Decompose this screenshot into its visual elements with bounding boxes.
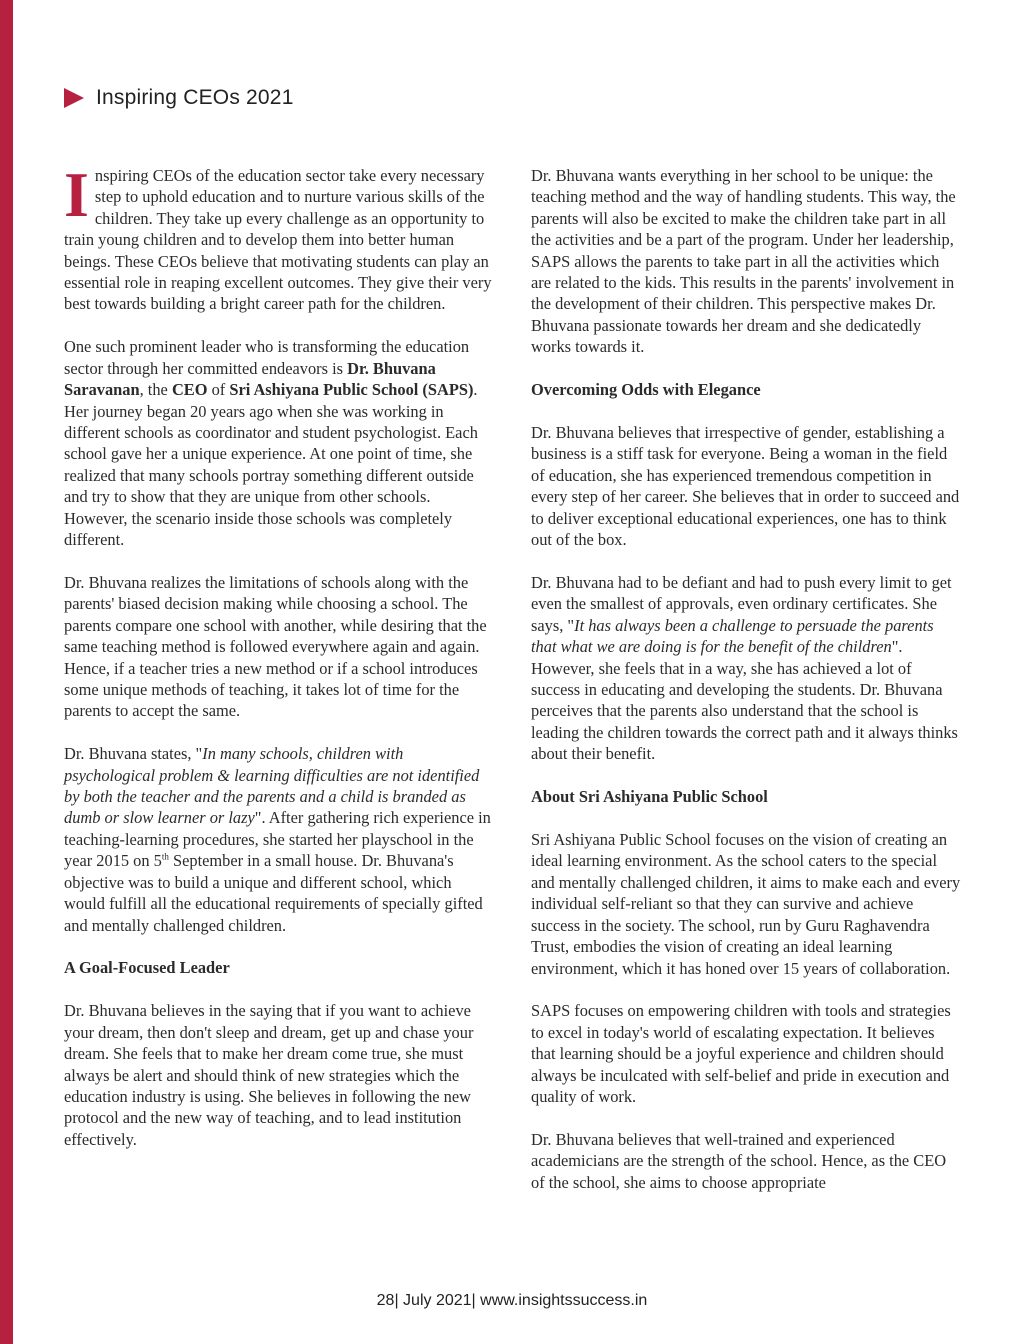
paragraph-leader — [64, 336, 494, 550]
paragraph-vision: Sri Ashiyana Public School focuses on the vision of creating an ideal learning environment. As the school caters to the special and mentally challenged children, it aims to make each and every individual self-reliant so that they can survive and achieve success in the society. The school, run by Guru Raghavendra Trust, embodies the vision of creating an ideal learning environment, which it has honed over 15 years of collaboration. — [531, 830, 961, 978]
paragraph-quote — [64, 743, 494, 936]
drop-cap: I — [64, 159, 89, 230]
paragraph-academicians: Dr. Bhuvana believes that well-trained and experienced academicians are the strength of the school. Hence, as the CEO of the school, she aims to choose appropriate — [531, 1129, 947, 1192]
paragraph-dream: Dr. Bhuvana believes in the saying that if you want to achieve your dream, then don't sleep and dream, get up and chase your dream. She feels that to make her dream come true, she must always be alert and should think of new strategies which the education industry is using. She believes in following the new protocol and the new way of teaching, and to lead institution effectively. — [64, 1001, 474, 1149]
text-span: . Her journey began 20 years ago when she was working in different schools as coordinator and student psychologist. Each school gave her a unique experience. At one point of time, she realized that many schools portray something different outside and try to show that they are unique from other schools. However, the scenario inside those schools was completely different. — [64, 380, 478, 549]
paragraph-intro — [64, 159, 494, 315]
ordinal-suffix: th — [161, 851, 169, 862]
text-span: , the — [139, 380, 172, 400]
quote-text: It has always been a challenge to persuade the parents that what we are doing is for the benefit of the children — [531, 615, 934, 657]
left-column — [64, 159, 494, 1172]
section-title: Inspiring CEOs 2021 — [96, 86, 294, 109]
paragraph-gender: Dr. Bhuvana believes that irrespective of gender, establishing a business is a stiff task for everyone. Being a woman in the field of education, she has experienced tremendous competition in every step of her career. She believes that in order to succeed and to deliver exceptional educational experiences, one has to think out of the box. — [531, 423, 960, 550]
subheading-about-school: About Sri Ashiyana Public School — [531, 787, 768, 807]
ceo-name: Dr. Bhuvana Saravanan — [64, 358, 436, 400]
paragraph-defiant — [531, 572, 961, 765]
text-span: One such prominent leader who is transforming the education sector through her committed endeavors is — [64, 337, 470, 378]
subheading-goal-focused: A Goal-Focused Leader — [64, 958, 230, 978]
paragraph-unique: Dr. Bhuvana wants everything in her school to be unique: the teaching method and the way of handling students. This way, the parents will also be excited to make the children take part in all the activities and be a part of the program. Under her leadership, SAPS allows the parents to take part in all the activities which are related to the kids. This results in the parents' involvement in the development of their children. This perspective makes Dr. Bhuvana passionate towards her dream and she dedicatedly works towards it. — [531, 166, 956, 357]
paragraph-limitations: Dr. Bhuvana realizes the limitations of schools along with the parents' biased decision making while choosing a school. The parents compare one school with another, while desiring that the same teaching method is followed everywhere again and again. Hence, if a teacher tries a new method or if a school introduces some unique methods of teaching, it takes lot of time for the parents to accept the same. — [64, 572, 487, 721]
text-span: ". However, she feels that in a way, she has achieved a lot of success in educating and developing the students. Dr. Bhuvana perceives that the parents also understand that the school is leading the children towards the correct path and it always thinks about their benefit. — [531, 637, 958, 764]
text-span: Dr. Bhuvana states, " — [64, 744, 203, 764]
triangle-icon — [64, 88, 84, 108]
text-span: Dr. Bhuvana had to be defiant and had to push every limit to get even the smallest of approvals, even ordinary certificates. She says, " — [531, 573, 952, 635]
subheading-overcoming-odds: Overcoming Odds with Elegance — [531, 380, 761, 400]
side-accent-bar — [0, 0, 13, 1344]
ceo-title: CEO — [171, 380, 208, 400]
section-header — [64, 86, 294, 110]
paragraph-empowering: SAPS focuses on empowering children with tools and strategies to excel in today's world of escalating expectation. It believes that learning should be a joyful experience and children should always be inculcated with self-belief and pride in execution and quality of work. — [531, 1001, 951, 1107]
text-span: September in a small house. Dr. Bhuvana's objective was to build a unique and different school, which would fulfill all the educational requirements of specially gifted and mentally challenged children. — [64, 851, 483, 935]
intro-text: nspiring CEOs of the education sector take every necessary step to uphold education and to nurture various skills of the children. They take up every challenge as an opportunity to train young children and to develop them into better human beings. These CEOs believe that motivating students can play an essential role in reaping excellent outcomes. They give their very best towards building a bright career path for the children. — [64, 166, 492, 314]
page-footer: 28| July 2021| www.insightssuccess.in — [376, 1292, 648, 1309]
school-name: Sri Ashiyana Public School (SAPS) — [229, 380, 474, 400]
text-span: ". After gathering rich experience in teaching-learning procedures, she started her playschool in the year 2015 on 5 — [64, 808, 491, 871]
text-span: of — [207, 380, 230, 400]
right-column — [531, 165, 961, 1215]
quote-text: In many schools, children with psychological problem & learning difficulties are not identified by both the teacher and the parents and a child is branded as dumb or slow learner or lazy — [64, 744, 480, 828]
